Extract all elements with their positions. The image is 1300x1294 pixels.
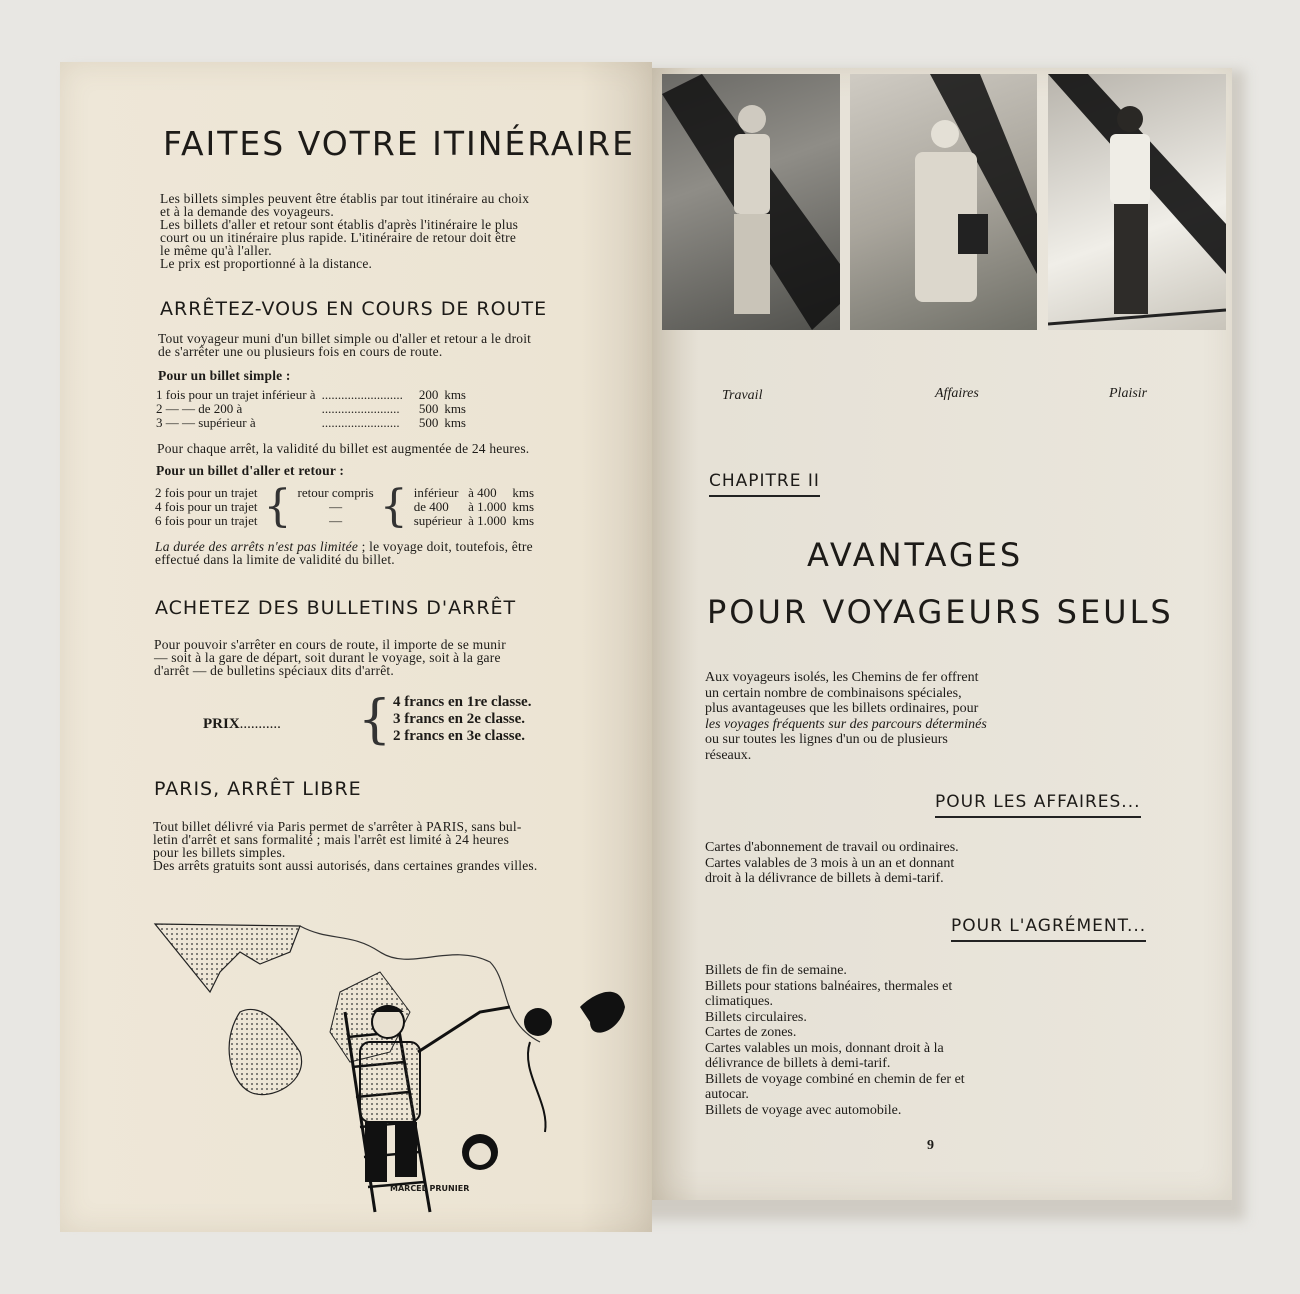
photo-plaisir [1048,74,1226,330]
table-row [155,514,540,528]
text-line: réseaux. [705,747,752,763]
table-cell: 1 fois pour un trajet inférieur à [156,387,316,402]
photo-silhouette [1048,74,1226,330]
prix-line: 4 francs en 1re classe. [393,694,532,710]
table-cell: ......................... [321,387,403,402]
text-line: plus avantageuses que les billets ordinaires, pour [705,701,979,716]
text-line: Cartes d'abonnement de travail ou ordinaires. [705,840,959,855]
text-line: d'arrêt — de bulletins spéciaux dits d'arrêt. [154,663,394,678]
text-line: Pour pouvoir s'arrêter en cours de route, il importe de se munir [154,637,506,652]
photo-silhouette [662,74,840,330]
text-line: Les billets d'aller et retour sont établis d'après l'itinéraire le plus [160,217,519,232]
text-line: Billets circulaires. [705,1009,807,1025]
brace-glyph: { [379,481,408,532]
section-heading: ARRÊTEZ-VOUS EN COURS DE ROUTE [160,298,548,320]
photo-caption: Travail [722,388,763,403]
illustrator-signature: MARCEL PRUNIER [390,1184,470,1193]
table-row [156,402,472,416]
text-line: — soit à la gare de départ, soit durant le voyage, soit à la gare [154,650,501,665]
table-cell: supérieur [413,513,463,528]
table-cell: ........................ [321,415,400,430]
aller-retour-table [155,481,540,532]
photo-caption: Plaisir [1109,386,1148,401]
text-line: les voyages fréquents sur des parcours déterminés [705,716,987,732]
text-line: ou sur toutes les lignes d'un ou de plusieurs [705,732,948,747]
table-cell: 200 [418,387,439,402]
table-cell: 3 — — supérieur à [156,415,256,430]
italic-text: La durée des arrêts n'est pas limitée [155,539,359,554]
aller-retour-note [155,540,533,566]
table-cell: kms [512,499,535,514]
text-line: pour les billets simples. [153,845,286,860]
section-heading: ACHETEZ DES BULLETINS D'ARRÊT [155,597,517,619]
text-line: climatiques. [705,994,774,1009]
intro-paragraph [705,670,987,763]
photo-caption: Affaires [935,386,979,401]
table-cell: à 1.000 [468,513,507,528]
text-line: Des arrêts gratuits sont aussi autorisés, dans certaines grandes villes. [153,858,538,873]
map-region [155,924,300,992]
prix-line: 2 francs en 3e classe. [393,728,526,744]
table-cell: à 400 [468,485,497,500]
table-cell: 4 fois pour un trajet [155,499,258,514]
photo-affaires [850,74,1037,330]
character-outline [528,1042,546,1132]
chapter-label: CHAPITRE II [709,471,820,497]
affaires-text [705,840,959,887]
text-line: Tout billet délivré via Paris permet de s'arrêter à PARIS, sans bul- [153,819,522,834]
table-cell: kms [512,485,535,500]
figure-leg [395,1122,417,1177]
page-title: FAITES VOTRE ITINÉRAIRE [163,124,635,163]
table-cell: kms [444,387,466,402]
section-text [153,820,537,872]
text-line: Les billets simples peuvent être établis par tout itinéraire au choix [160,191,530,206]
text-line: et à la demande des voyageurs. [160,204,334,219]
cat-figure [580,992,625,1033]
text-line: Cartes de zones. [705,1025,797,1040]
photo-silhouette [850,74,1037,330]
table-cell: 500 [418,401,439,416]
figure-arm [418,1007,510,1052]
text-line: Billets de voyage avec automobile. [705,1102,902,1118]
table-cell: kms [512,513,535,528]
section-heading: PARIS, ARRÊT LIBRE [154,778,362,800]
text-line: le même qu'à l'aller. [160,243,272,258]
table-cell: retour compris [297,485,374,500]
text-line: Cartes valables un mois, donnant droit à la [705,1040,944,1056]
map-region [229,1009,301,1094]
prix-label [203,716,281,733]
agrement-text [705,963,965,1118]
map-illustration [150,912,650,1222]
prix-dots: ........... [239,716,281,732]
intro-paragraph [160,192,630,270]
text-line: Aux voyageurs isolés, les Chemins de fer offrent [705,670,979,685]
prix-line: 3 francs en 2e classe. [393,711,526,727]
table-cell: 500 [418,415,439,430]
photo-travail [662,74,840,330]
brace-glyph: { [263,481,292,532]
text-line: délivrance de billets à demi-tarif. [705,1056,891,1071]
table-cell: ........................ [321,401,400,416]
simple-stops-table [156,388,472,430]
right-page [652,68,1232,1200]
text-line: Tout voyageur muni d'un billet simple ou d'aller et retour a le droit [158,331,532,346]
text-line: letin d'arrêt et sans formalité ; mais l'arrêt est limité à 24 heures [153,832,510,847]
text-line: de s'arrêter une ou plusieurs fois en cours de route. [158,344,443,359]
prix-text: PRIX [203,716,240,732]
section-text [158,332,531,358]
figure-leg [365,1122,387,1182]
figure-body [360,1042,420,1122]
text-span: ; le voyage doit, toutefois, être [358,539,533,554]
table-cell: — [329,499,343,514]
text-line: court ou un itinéraire plus rapide. L'itinéraire de retour doit être [160,230,517,245]
left-page [60,62,652,1232]
page-number: 9 [927,1138,934,1153]
table-row [155,486,540,500]
text-line: Billets pour stations balnéaires, thermales et [705,978,953,994]
table-cell: 6 fois pour un trajet [155,513,258,528]
table-row [156,388,472,402]
text-line: un certain nombre de combinaisons spéciales, [705,685,962,701]
small-face [469,1143,491,1165]
brace-glyph: { [358,690,392,750]
table-cell: 2 — — de 200 à [156,401,243,416]
section-heading-agrement: POUR L'AGRÉMENT... [951,916,1146,942]
text-line: Billets de fin de semaine. [705,963,847,978]
character-hat [524,1008,552,1036]
text-line: autocar. [705,1087,749,1102]
text-line: Billets de voyage combiné en chemin de fer et [705,1071,965,1087]
section-text [154,638,506,677]
chapter-title-line2: POUR VOYAGEURS SEULS [707,593,1174,631]
table-row [156,416,472,430]
table-cell: kms [444,415,466,430]
subheading-simple: Pour un billet simple : [158,368,291,383]
table-cell: 2 fois pour un trajet [155,485,258,500]
simple-note: Pour chaque arrêt, la validité du billet est augmentée de 24 heures. [157,441,530,456]
chapter-title-line1: AVANTAGES [807,536,1024,574]
prix-list [393,694,531,745]
table-cell: à 1.000 [468,499,507,514]
table-row [155,500,540,514]
text-line: droit à la délivrance de billets à demi-tarif. [705,871,944,886]
table-cell: inférieur [413,485,459,500]
text-line: Le prix est proportionné à la distance. [160,256,373,271]
text-line: Cartes valables de 3 mois à un an et donnant [705,855,955,871]
section-heading-affaires: POUR LES AFFAIRES... [935,792,1141,818]
text-line: effectué dans la limite de validité du billet. [155,552,395,567]
table-cell: kms [444,401,466,416]
table-cell: de 400 [413,499,449,514]
table-cell: — [329,513,343,528]
subheading-aller-retour: Pour un billet d'aller et retour : [156,463,345,478]
